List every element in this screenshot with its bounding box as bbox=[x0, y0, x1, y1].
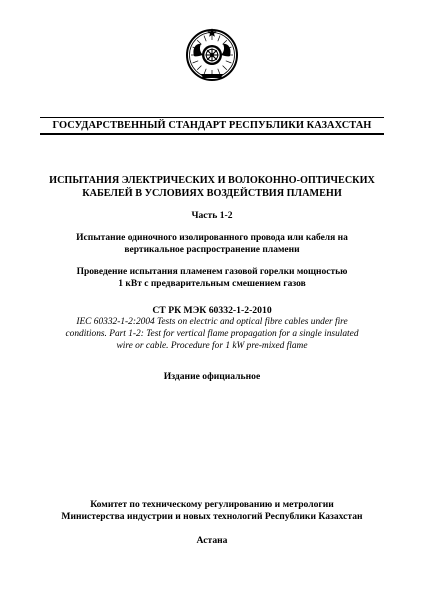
edition-label: Издание официальное bbox=[163, 371, 261, 382]
subtitle-1-line-1: Испытание одиночного изолированного провода или кабеля на bbox=[76, 233, 348, 243]
document-title-line-2: КАБЕЛЕЙ В УСЛОВИЯХ ВОЗДЕЙСТВИЯ ПЛАМЕНИ bbox=[82, 188, 342, 199]
header-rule-top bbox=[40, 117, 384, 118]
subtitle-2-line-2: 1 кВт с предварительным смешением газов bbox=[118, 279, 306, 289]
subtitle-1-line-2: вертикальное распространение пламени bbox=[124, 245, 300, 255]
document-title-line-1: ИСПЫТАНИЯ ЭЛЕКТРИЧЕСКИХ И ВОЛОКОННО-ОПТИЧЕСКИХ bbox=[49, 175, 375, 186]
state-standard-heading: ГОСУДАРСТВЕННЫЙ СТАНДАРТ РЕСПУБЛИКИ КАЗАХСТАН bbox=[52, 120, 372, 131]
iec-reference-line-3: wire or cable. Procedure for 1 kW pre-mixed flame bbox=[116, 341, 308, 351]
publisher-line-2: Министерства индустрии и новых технологий Республики Казахстан bbox=[61, 511, 363, 522]
iec-reference-line-2: conditions. Part 1-2: Test for vertical flame propagation for a single insulated bbox=[65, 329, 359, 339]
standard-code: СТ РК МЭК 60332-1-2-2010 bbox=[152, 305, 272, 316]
header-rule-bottom bbox=[40, 133, 384, 135]
publisher-line-1: Комитет по техническому регулированию и метрологии bbox=[90, 499, 334, 510]
iec-reference-line-1: IEC 60332-1-2:2004 Tests on electric and optical fibre cables under fire bbox=[76, 317, 348, 327]
publisher-city: Астана bbox=[196, 535, 228, 546]
subtitle-2-line-1: Проведение испытания пламенем газовой горелки мощностью bbox=[76, 267, 348, 277]
kazakhstan-state-emblem-icon bbox=[184, 26, 240, 82]
document-part: Часть 1-2 bbox=[191, 210, 233, 221]
